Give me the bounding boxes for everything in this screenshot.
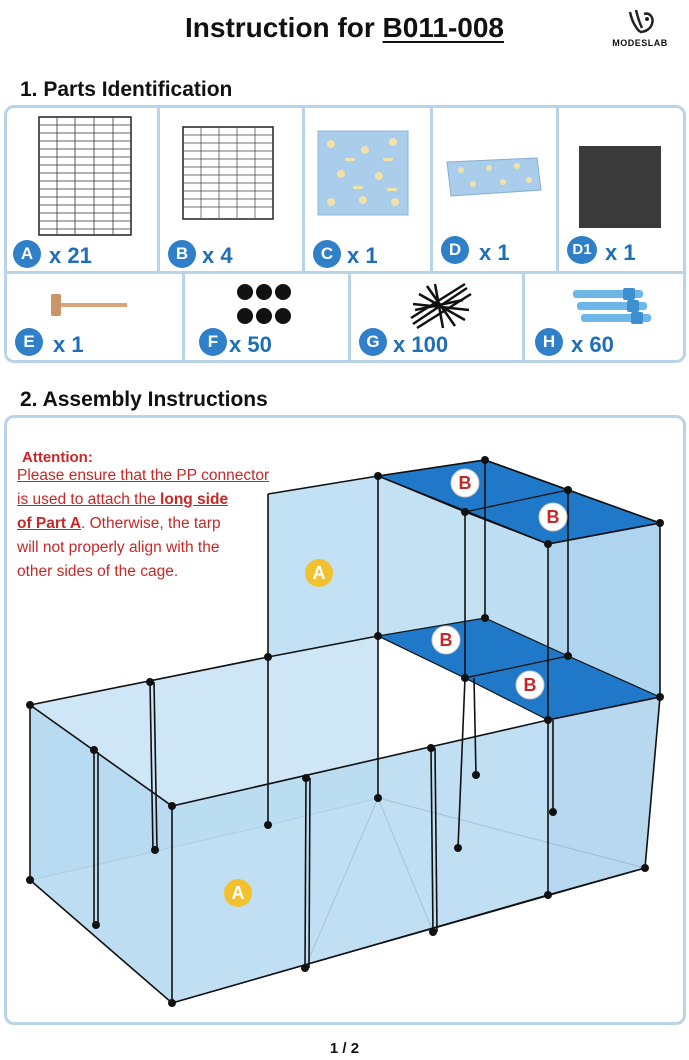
attention-line-3-text: . Otherwise, the tarp <box>81 515 221 532</box>
part-quantity: x 1 <box>53 332 84 357</box>
attention-line-1: Please ensure that the PP connector <box>17 467 270 484</box>
attention-line-4: will not properly align with the <box>17 539 220 556</box>
part-a-label-top: A <box>312 563 326 583</box>
product-code: B011-008 <box>382 12 504 43</box>
logo-text: MODESLAB <box>612 38 668 48</box>
part-a-label-bottom: A <box>231 883 245 903</box>
attention-emphasis-long-side: long side <box>160 491 229 508</box>
attention-line-3 <box>17 515 221 533</box>
part-quantity: x 1 <box>479 240 510 265</box>
page-number: 1 / 2 <box>329 1040 360 1057</box>
part-quantity: x 1 <box>605 240 636 265</box>
part-quantity: x 1 <box>347 243 378 268</box>
attention-line-2 <box>17 491 228 509</box>
part-quantity: x 50 <box>229 332 272 357</box>
part-letter-badge: B <box>168 240 196 268</box>
part-quantity: x 100 <box>393 332 449 357</box>
part-b-label-2: B <box>546 507 560 527</box>
part-letter-badge: D <box>441 236 469 264</box>
part-b-label-3: B <box>439 630 453 650</box>
part-letter-badge: G <box>359 328 387 356</box>
attention-title: Attention: <box>22 449 93 466</box>
parts-heading: 1. Parts Identification <box>20 78 233 101</box>
part-quantity: x 21 <box>49 243 92 268</box>
part-letter-badge: C <box>313 240 341 268</box>
part-letter-badge: H <box>535 328 563 356</box>
part-quantity: x 60 <box>571 332 614 357</box>
part-letter-badge: E <box>15 328 43 356</box>
assembly-heading: 2. Assembly Instructions <box>20 388 268 411</box>
attention-line-5: other sides of the cage. <box>17 563 179 580</box>
title-prefix: Instruction for <box>185 12 383 43</box>
part-letter-badge: D1 <box>567 236 597 264</box>
part-b-label-1: B <box>458 473 472 493</box>
attention-line-2-text: is used to attach the <box>17 491 161 508</box>
part-letter-badge: A <box>13 240 41 268</box>
part-letter-badge: F <box>199 328 227 356</box>
attention-emphasis-part-a: of Part A <box>17 515 82 532</box>
part-b-label-4: B <box>523 675 537 695</box>
part-quantity: x 4 <box>202 243 233 268</box>
